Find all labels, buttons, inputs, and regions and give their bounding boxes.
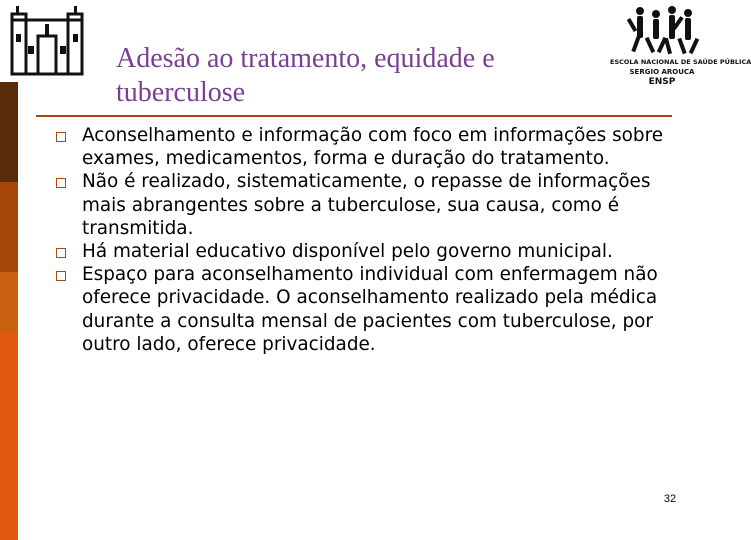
bullet-item xyxy=(54,240,684,263)
title-underline xyxy=(36,115,672,117)
fiocruz-castle-logo xyxy=(8,6,86,78)
ensp-logo xyxy=(610,4,751,92)
square-bullet-icon xyxy=(56,178,66,188)
ensp-logo-line2: SERGIO AROUCA xyxy=(629,68,695,76)
square-bullet-icon xyxy=(56,132,66,142)
bullet-item xyxy=(54,124,684,170)
ensp-logo-line1: ESCOLA NACIONAL DE SAÚDE PÚBLICA xyxy=(610,58,751,66)
square-bullet-icon xyxy=(56,271,66,281)
square-bullet-icon xyxy=(56,248,66,258)
side-bar-segment-2 xyxy=(0,182,18,272)
bullet-item xyxy=(54,263,684,356)
bullet-text: Espaço para aconselhamento individual com enfermagem não oferece privacidade. O aconselhamento realizado pela médica durante a consulta mensal de pacientes com tuberculose, por outro lado, oferece privacidade. xyxy=(82,264,658,355)
ensp-logo-line3: ENSP xyxy=(648,77,676,87)
bullet-text: Não é realizado, sistematicamente, o repasse de informações mais abrangentes sobre a tuberculose, sua causa, como é transmitida. xyxy=(82,171,651,239)
dancing-figures-icon xyxy=(610,4,714,56)
side-bar-segment-4 xyxy=(0,332,18,540)
bullet-text: Aconselhamento e informação com foco em informações sobre exames, medicamentos, forma e duração do tratamento. xyxy=(82,125,664,170)
bullet-text: Há material educativo disponível pelo governo municipal. xyxy=(82,241,613,263)
bullet-list xyxy=(54,124,684,356)
side-bar-segment-1 xyxy=(0,82,18,182)
bullet-item xyxy=(54,170,684,240)
side-bar-segment-3 xyxy=(0,272,18,332)
castle-icon xyxy=(8,6,86,78)
page-number: 32 xyxy=(663,493,677,505)
slide-title: Adesão ao tratamento, equidade e tuberculose xyxy=(116,43,495,108)
